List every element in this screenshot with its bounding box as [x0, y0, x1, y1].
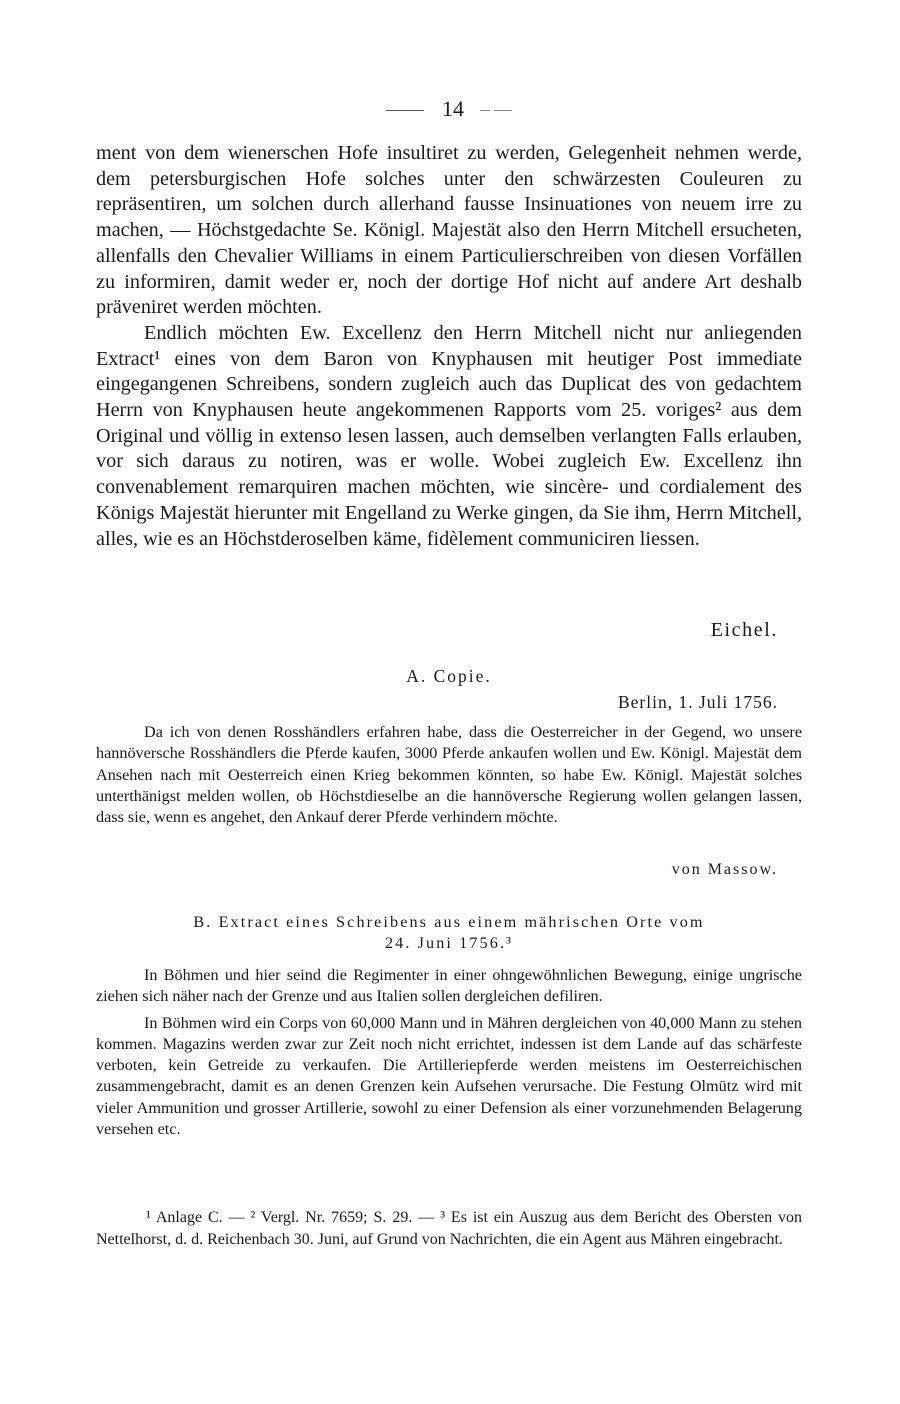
section-a-letter [96, 722, 802, 828]
header-rule-right [480, 110, 490, 111]
signature-eichel: Eichel. [710, 619, 778, 641]
main-text [96, 141, 802, 552]
section-b-heading-line: B. Extract eines Schreibens aus einem mährischen Orte vom [193, 913, 705, 931]
footnotes: ¹ Anlage C. — ² Vergl. Nr. 7659; S. 29. — ³ Es ist ein Auszug aus dem Bericht des Obersten von Nettelhorst, d. d. Reichenbach 30. Juni, auf Grund von Nachrichten, die ein Agent aus Mähren eingebracht. [96, 1209, 802, 1248]
section-a-heading: A. Copie. [406, 666, 492, 686]
header-rule-right-2 [494, 110, 512, 111]
section-b-letter [96, 965, 802, 1140]
page-number: 14 [442, 96, 464, 121]
main-paragraph: Endlich möchten Ew. Excellenz den Herrn Mitchell nicht nur anliegenden Extract¹ eines von dem Baron von Knyphausen mit heutiger Post immediate eingegangenen Schreibens, sondern zugleich auch das Duplicat des von gedachtem Herrn von Knyphausen heute angekommenen Rapports vom 25. voriges² aus dem Original und völlig in extenso lesen lassen, auch demselben verlangten Falls erlauben, vor sich daraus zu notiren, was er wolle. Wobei zugleich Ew. Excellenz ihn convenablement remarquiren machen möchten, wie sincère- und cordialement des Königs Majestät hierunter mit Engelland zu Werke gingen, da Sie ihm, Herrn Mitchell, alles, wie es an Höchstderoselben käme, fidèlement communiciren liessen. [96, 321, 802, 550]
main-paragraph: ment von dem wienerschen Hofe insultiret zu werden, Gelegenheit nehmen werde, dem petersburgischen Hofe solches unter den schwärzesten Couleuren zu repräsentiren, um solchen durch allerhand fausse Insinuationes von neuem irre zu machen, — Höchstgedachte Se. Königl. Majestät also den Herrn Mitchell ersucheten, allenfalls den Chevalier Williams in einem Particulierschreiben von diesen Vorfällen zu informiren, damit weder er, noch der dortige Hof nicht auf andere Art deshalb präveniret werden möchten. [96, 142, 802, 319]
section-b-paragraph: In Böhmen wird ein Corps von 60,000 Mann und in Mähren dergleichen von 40,000 Mann zu stehen kommen. Magazins werden zwar zur Zeit noch nicht errichtet, indessen ist dem Lande auf das schärfeste verboten, kein Getreide zu verkaufen. Die Artilleriepferde werden meistens im Oesterreichischen zusammengebracht, damit es an denen Grenzen kein Aufsehen verursache. Die Festung Olmütz wird mit vieler Ammunition und grosser Artillerie, sowohl zu einer Defension als einer vorzunehmenden Belagerung versehen etc. [96, 1013, 802, 1139]
section-a-dateline: Berlin, 1. Juli 1756. [617, 692, 778, 712]
section-b-heading [116, 912, 782, 954]
section-a-body: Da ich von denen Rosshändlers erfahren habe, dass die Oesterreicher in der Gegend, wo unsere hannöversche Rosshändlers die Pferde kaufen, 3000 Pferde ankaufen wollen und Ew. Königl. Majestät dem Ansehen nach mit Oesterreich einen Krieg bekommen könnten, so habe Ew. Königl. Majestät solches unterthänigst melden wollen, ob Höchstdieselbe an die hannöversche Regierung wollen gelangen lassen, dass sie, wenn es angehet, den Ankauf derer Pferde verhindern möchte. [96, 723, 802, 827]
section-b-heading-line: 24. Juni 1756.³ [384, 934, 514, 952]
page-header [96, 96, 802, 122]
section-b-paragraph: In Böhmen und hier seind die Regimenter in einer ohngewöhnlichen Bewegung, einige ungrische ziehen sich näher nach der Grenze und aus Italien sollen dergleichen defiliren. [96, 966, 802, 1006]
header-rule-left [386, 110, 424, 111]
signature-massow: von Massow. [671, 861, 778, 878]
